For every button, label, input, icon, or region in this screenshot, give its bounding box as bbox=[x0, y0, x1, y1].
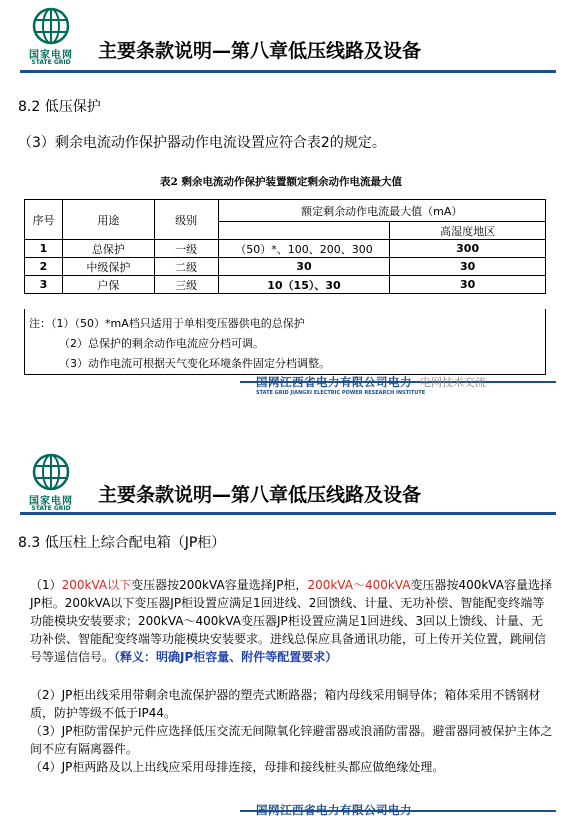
section-heading: 8.3 低压柱上综合配电箱（JP柜） bbox=[18, 535, 226, 551]
table-row bbox=[25, 276, 546, 294]
table-header-row bbox=[25, 200, 546, 222]
cell-use: 户保 bbox=[62, 276, 154, 294]
header-humid: 高湿度地区 bbox=[390, 222, 546, 240]
footer-company-cn: 国网江西省电力有限公司电力 bbox=[256, 803, 412, 816]
table-notes bbox=[24, 309, 546, 375]
footer-company-en: STATE GRID JIANGXI ELECTRIC POWER RESEARCH INSTITUTE bbox=[256, 390, 426, 396]
title-divider bbox=[20, 512, 556, 515]
cell-normal: 30 bbox=[218, 258, 390, 276]
cell-use: 中级保护 bbox=[62, 258, 154, 276]
clause-3: （3）JP柜防雷保护元件应选择低压交流无间隙氧化锌避雷器或浪涌防雷器。避雷器同被保护主体之间不应有隔离器件。 bbox=[30, 724, 553, 756]
header-use: 用途 bbox=[62, 200, 154, 240]
cell-no: 2 bbox=[25, 258, 63, 276]
section-heading: 8.2 低压保护 bbox=[18, 99, 101, 115]
table-row bbox=[25, 240, 546, 258]
note-line: （2）总保护的剩余动作电流应分档可调。 bbox=[59, 337, 264, 350]
globe-icon bbox=[22, 6, 80, 46]
clause-4: （4）JP柜两路及以上出线应采用母排连接，母排和接线桩头都应做绝缘处理。 bbox=[30, 760, 445, 774]
clause-1-num: （1） bbox=[30, 578, 62, 592]
header-level: 级别 bbox=[154, 200, 218, 240]
cell-normal: （50）*、100、200、300 bbox=[218, 240, 390, 258]
slide-title: 主要条款说明—第八章低压线路及设备 bbox=[98, 40, 422, 62]
globe-icon bbox=[22, 452, 80, 492]
clause-1-text-b: 变压器按400kVA容量选择JP柜。200kVA以下变压器JP柜设置应满足1回进线、2回馈线、计量、无功补偿、智能配变终端等功能模块安装要求；200kVA～400kVA变压器JP柜设置应满足1回进线、3回以上馈线、计量、无功补偿、智能配变终端等功能模块安装要求。进线总保应具备通讯功能，可上传开关位置，跳闸信号等遥信信号。 bbox=[30, 578, 552, 664]
cell-no: 1 bbox=[25, 240, 63, 258]
note-line: 注：（1）（50）*mA档只适用于单相变压器供电的总保护 bbox=[29, 317, 305, 330]
table-row bbox=[25, 258, 546, 276]
logo-text-en: STATE GRID bbox=[31, 59, 71, 66]
table-caption: 表2 剩余电流动作保护装置额定剩余动作电流最大值 bbox=[160, 176, 402, 188]
clause-2: （2）JP柜出线采用带剩余电流保护器的塑壳式断路器；箱内母线采用铜导体；箱体采用不锈钢材质，防护等级不低于IP44。 bbox=[30, 688, 541, 720]
state-grid-logo bbox=[22, 6, 80, 68]
subsection-text: （3）剩余电流动作保护器动作电流设置应符合表2的规定。 bbox=[18, 135, 386, 151]
clause-1 bbox=[30, 576, 555, 666]
cell-normal: 10（15）、30 bbox=[218, 276, 390, 294]
header-no: 序号 bbox=[25, 200, 63, 240]
header-current: 额定剩余动作电流最大值（mA） bbox=[218, 200, 545, 222]
cell-use: 总保护 bbox=[62, 240, 154, 258]
cell-level: 二级 bbox=[154, 258, 218, 276]
footer-company-cn: 国网江西省电力有限公司电力 bbox=[256, 375, 412, 389]
state-grid-logo bbox=[22, 452, 80, 514]
logo-text-cn: 国家电网 bbox=[29, 50, 73, 61]
logo-text-en: STATE GRID bbox=[31, 505, 71, 512]
cell-humid: 30 bbox=[390, 258, 546, 276]
clause-1-note: （释义：明确JP柜容量、附件等配置要求） bbox=[114, 650, 338, 664]
cell-no: 3 bbox=[25, 276, 63, 294]
residual-current-table bbox=[24, 199, 546, 294]
highlight-200-400kva: 200kVA～400kVA bbox=[307, 578, 411, 592]
slide-jp-cabinet bbox=[0, 446, 562, 816]
slide-title: 主要条款说明—第八章低压线路及设备 bbox=[98, 484, 422, 506]
slide-low-voltage-protection bbox=[0, 0, 562, 402]
cell-level: 一级 bbox=[154, 240, 218, 258]
cell-humid: 300 bbox=[390, 240, 546, 258]
title-divider bbox=[20, 70, 556, 73]
highlight-200kva: 200kVA以下 bbox=[61, 578, 132, 592]
header-normal bbox=[218, 222, 390, 240]
clause-1-text-a: 变压器按200kVA容量选择JP柜， bbox=[131, 578, 308, 592]
watermark: 电网技术交流 bbox=[420, 376, 486, 389]
cell-humid: 30 bbox=[390, 276, 546, 294]
note-line: （3）动作电流可根据天气变化环境条件固定分档调整。 bbox=[59, 357, 330, 370]
slide-gap bbox=[0, 402, 562, 446]
cell-level: 三级 bbox=[154, 276, 218, 294]
logo-text-cn: 国家电网 bbox=[29, 496, 73, 507]
